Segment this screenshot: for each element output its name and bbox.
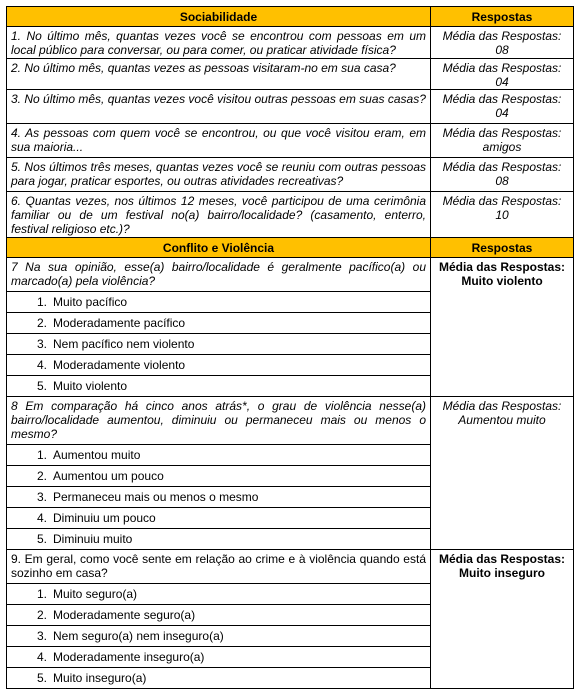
question-text: 7 Na sua opinião, esse(a) bairro/localidade é geralmente pacífico(a) ou marcado(a) pela violência?	[7, 258, 431, 292]
answer-text: Média das Respostas: amigos	[431, 124, 574, 158]
answer-text: Média das Respostas: 10	[431, 192, 574, 238]
table-row	[7, 27, 574, 59]
question-text: 3. No último mês, quantas vezes você visitou outras pessoas em suas casas?	[7, 90, 431, 124]
answer-text: Média das Respostas: Aumentou muito	[431, 397, 574, 550]
table-row	[7, 258, 574, 292]
option-label: Permaneceu mais ou menos o mesmo	[53, 490, 259, 504]
answer-text: Média das Respostas: Muito inseguro	[431, 550, 574, 689]
table-row	[7, 59, 574, 90]
answer-text: Média das Respostas: 08	[431, 27, 574, 59]
table-row	[7, 550, 574, 584]
question-text: 5. Nos últimos três meses, quantas vezes você se reuniu com outras pessoas para jogar, praticar esportes, ou outras atividades recreativas?	[7, 158, 431, 192]
question-text: 1. No último mês, quantas vezes você se encontrou com pessoas em um local público para conversar, ou para comer, ou praticar atividade física?	[7, 27, 431, 59]
survey-table	[6, 6, 574, 689]
option-number: 2.	[36, 316, 47, 330]
option-item	[7, 376, 431, 397]
option-item	[7, 647, 431, 668]
table-row	[7, 124, 574, 158]
option-item	[7, 313, 431, 334]
option-item	[7, 626, 431, 647]
option-number: 1.	[36, 587, 47, 601]
option-label: Nem seguro(a) nem inseguro(a)	[53, 629, 224, 643]
option-item	[7, 529, 431, 550]
option-item	[7, 508, 431, 529]
option-item	[7, 292, 431, 313]
option-number: 4.	[36, 358, 47, 372]
option-number: 3.	[36, 490, 47, 504]
option-item	[7, 466, 431, 487]
question-text: 2. No último mês, quantas vezes as pessoas visitaram-no em sua casa?	[7, 59, 431, 90]
section-header-row	[7, 238, 574, 258]
section-title: Conflito e Violência	[7, 238, 431, 258]
option-number: 2.	[36, 469, 47, 483]
option-label: Diminuiu muito	[53, 532, 133, 546]
option-item	[7, 445, 431, 466]
option-label: Aumentou um pouco	[53, 469, 164, 483]
option-label: Aumentou muito	[53, 448, 141, 462]
option-label: Moderadamente violento	[53, 358, 186, 372]
option-number: 5.	[36, 532, 47, 546]
answer-text: Média das Respostas: 04	[431, 90, 574, 124]
question-text: 6. Quantas vezes, nos últimos 12 meses, você participou de uma cerimônia familiar ou de um festival no(a) bairro/localidade? (casamento, enterro, festival religioso etc.)?	[7, 192, 431, 238]
option-label: Nem pacífico nem violento	[53, 337, 195, 351]
option-item	[7, 584, 431, 605]
section-title: Sociabilidade	[7, 7, 431, 27]
answer-text: Média das Respostas: 08	[431, 158, 574, 192]
option-number: 3.	[36, 629, 47, 643]
option-label: Diminuiu um pouco	[53, 511, 156, 525]
option-number: 1.	[36, 448, 47, 462]
answers-column-header: Respostas	[431, 7, 574, 27]
answer-text: Média das Respostas: Muito violento	[431, 258, 574, 397]
option-label: Muito violento	[53, 379, 128, 393]
option-label: Muito seguro(a)	[53, 587, 138, 601]
table-row	[7, 397, 574, 445]
answer-text: Média das Respostas: 04	[431, 59, 574, 90]
option-item	[7, 355, 431, 376]
table-row	[7, 158, 574, 192]
question-text: 9. Em geral, como você sente em relação ao crime e à violência quando está sozinho em casa?	[7, 550, 431, 584]
option-label: Moderadamente pacífico	[53, 316, 186, 330]
option-label: Moderadamente seguro(a)	[53, 608, 196, 622]
option-number: 2.	[36, 608, 47, 622]
option-item	[7, 487, 431, 508]
option-number: 3.	[36, 337, 47, 351]
option-number: 1.	[36, 295, 47, 309]
option-label: Muito inseguro(a)	[53, 671, 147, 685]
option-item	[7, 668, 431, 689]
option-item	[7, 334, 431, 355]
option-label: Moderadamente inseguro(a)	[53, 650, 205, 664]
option-number: 5.	[36, 379, 47, 393]
option-number: 4.	[36, 511, 47, 525]
question-text: 4. As pessoas com quem você se encontrou, ou que você visitou eram, em sua maioria...	[7, 124, 431, 158]
table-row	[7, 90, 574, 124]
table-row	[7, 192, 574, 238]
answers-column-header: Respostas	[431, 238, 574, 258]
option-number: 5.	[36, 671, 47, 685]
option-label: Muito pacífico	[53, 295, 128, 309]
section-header-row	[7, 7, 574, 27]
option-item	[7, 605, 431, 626]
option-number: 4.	[36, 650, 47, 664]
question-text: 8 Em comparação há cinco anos atrás*, o grau de violência nesse(a) bairro/localidade aumentou, diminuiu ou permaneceu mais ou menos o mesmo?	[7, 397, 431, 445]
